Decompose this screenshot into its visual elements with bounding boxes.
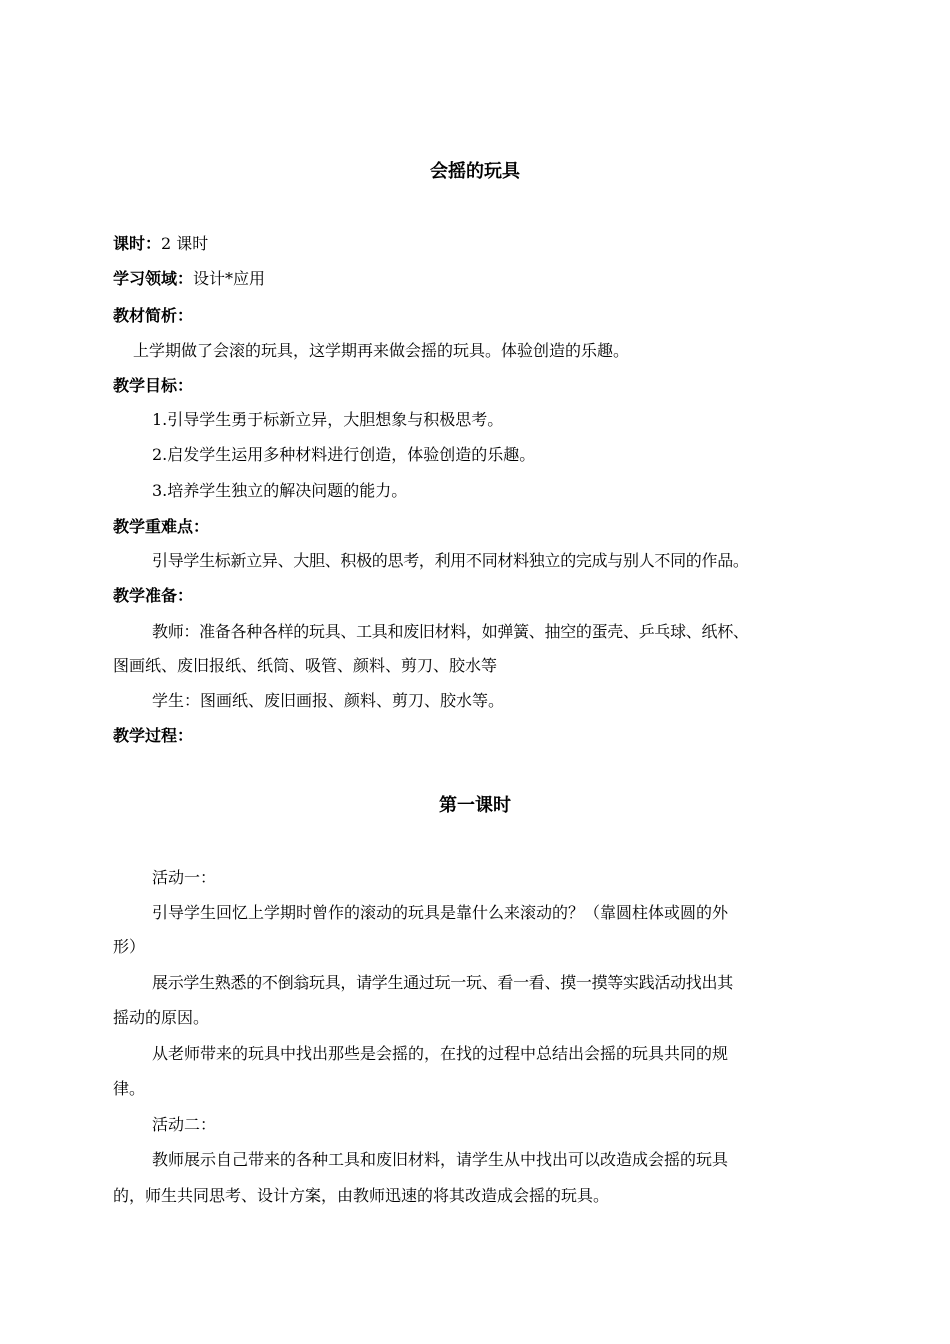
document-title: 会摇的玩具 — [430, 161, 520, 182]
activity1-paragraph3-line2: 律。 — [113, 1079, 146, 1098]
preparation-teacher-line1: 教师：准备各种各样的玩具、工具和废旧材料，如弹簧、抽空的蛋壳、乒乓球、纸杯、 — [152, 622, 749, 641]
activity1-paragraph3-line1: 从老师带来的玩具中找出那些是会摇的，在找的过程中总结出会摇的玩具共同的规 — [152, 1044, 729, 1063]
class-hours-label: 课时： — [113, 234, 162, 253]
activity2-label: 活动二： — [152, 1115, 217, 1134]
key-points-text: 引导学生标新立异、大胆、积极的思考，利用不同材料独立的完成与别人不同的作品。 — [152, 551, 749, 570]
process-label: 教学过程： — [113, 726, 194, 745]
goal-item-2: 2.启发学生运用多种材料进行创造，体验创造的乐趣。 — [152, 445, 536, 464]
domain-label: 学习领域： — [113, 269, 194, 288]
goals-label: 教学目标： — [113, 376, 194, 395]
activity1-paragraph2-line2: 摇动的原因。 — [113, 1008, 210, 1027]
activity2-paragraph1-line1: 教师展示自己带来的各种工具和废旧材料，请学生从中找出可以改造成会摇的玩具 — [152, 1150, 729, 1169]
goal-item-1: 1.引导学生勇于标新立异，大胆想象与积极思考。 — [152, 410, 504, 429]
domain-row — [113, 267, 841, 291]
activity1-paragraph2-line1: 展示学生熟悉的不倒翁玩具，请学生通过玩一玩、看一看、摸一摸等实践活动找出其 — [152, 973, 733, 992]
goal-item-3: 3.培养学生独立的解决问题的能力。 — [152, 481, 408, 500]
activity2-paragraph1-line2: 的，师生共同思考、设计方案，由教师迅速的将其改造成会摇的玩具。 — [113, 1186, 610, 1205]
lesson-title: 第一课时 — [439, 795, 511, 816]
domain-value: 设计*应用 — [193, 269, 266, 288]
activity1-label: 活动一： — [152, 868, 217, 887]
class-hours-row — [113, 232, 841, 256]
activity1-paragraph1-line1: 引导学生回忆上学期时曾作的滚动的玩具是靠什么来滚动的？（靠圆柱体或圆的外 — [152, 903, 729, 922]
class-hours-value: 2 课时 — [161, 234, 209, 253]
key-points-label: 教学重难点： — [113, 517, 210, 536]
activity1-paragraph1-line2: 形） — [113, 937, 146, 956]
preparation-student: 学生：图画纸、废旧画报、颜料、剪刀、胶水等。 — [152, 691, 505, 710]
material-text: 上学期做了会滚的玩具，这学期再来做会摇的玩具。体验创造的乐趣。 — [133, 341, 630, 360]
preparation-teacher-line2: 图画纸、废旧报纸、纸筒、吸管、颜料、剪刀、胶水等 — [113, 656, 498, 675]
material-label: 教材简析： — [113, 306, 194, 325]
preparation-label: 教学准备： — [113, 586, 194, 605]
